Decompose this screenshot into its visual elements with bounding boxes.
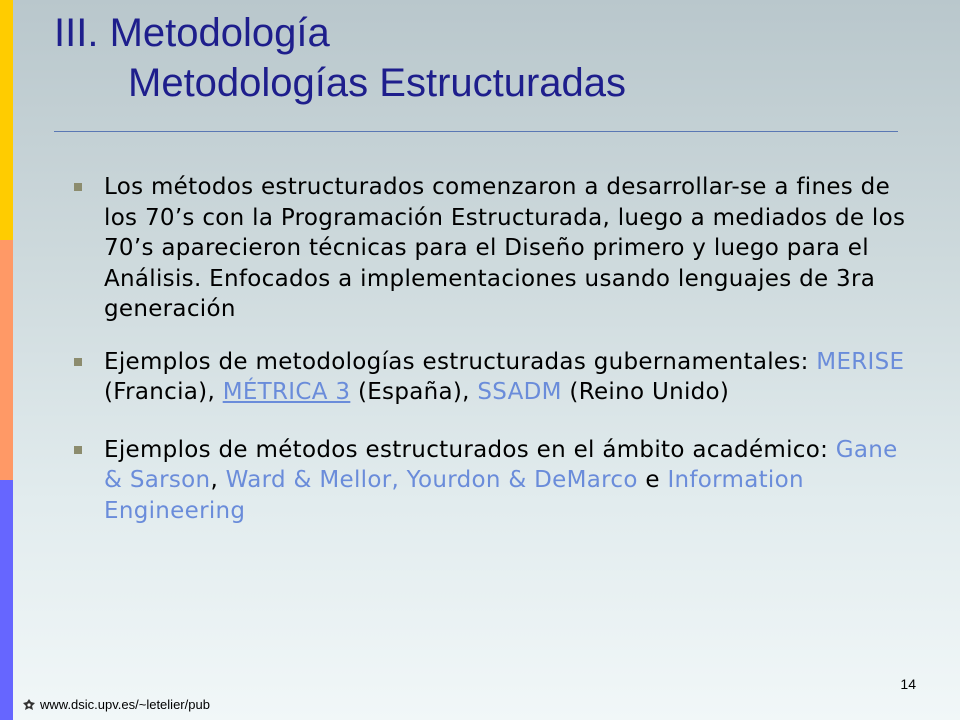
ssadm-term: SSADM — [477, 379, 562, 405]
title-line-1: III. Metodología — [54, 11, 330, 55]
page-number: 14 — [900, 676, 916, 692]
slide-title — [54, 8, 626, 108]
side-bar-blue — [0, 480, 13, 720]
bullet-list — [70, 172, 915, 526]
bullet-text: (Reino Unido) — [561, 379, 730, 405]
bullet-text: e — [637, 467, 668, 493]
metrica-3-link[interactable]: MÉTRICA 3 — [222, 379, 351, 405]
merise-term: MERISE — [816, 348, 905, 375]
bullet-item-academic-examples — [70, 435, 915, 527]
bullet-text: , — [210, 467, 226, 493]
title-line-2: Metodologías Estructuradas — [128, 61, 627, 105]
footer — [22, 697, 210, 712]
square-bullet-icon — [74, 446, 82, 454]
side-bar-yellow — [0, 0, 13, 240]
bullet-text: Los métodos estructurados comenzaron a desarrollar-se a fines de los 70’s con la Programación Estructurada, luego a mediados de los 70’s aparecieron técnicas para el Diseño primero y luego para el Análisis. Enfocados a implementaciones usando lenguajes de 3ra generación — [104, 174, 906, 322]
ward-mellor-yourdon-demarco-term: Ward & Mellor, Yourdon & DeMarco — [225, 467, 638, 493]
information-engineering-term: Information Engineering — [104, 467, 804, 524]
side-bar-orange — [0, 240, 13, 480]
bullet-item-government-examples — [70, 347, 915, 408]
emblem-icon — [22, 698, 36, 712]
bullet-text: Ejemplos de métodos estructurados en el ámbito académico: — [104, 436, 836, 463]
gane-sarson-term: Gane & Sarson — [104, 436, 898, 493]
bullet-text: Ejemplos de metodologías estructuradas gubernamentales: — [104, 348, 817, 375]
square-bullet-icon — [74, 183, 82, 191]
title-divider — [54, 131, 898, 132]
footer-url: www.dsic.upv.es/~letelier/pub — [40, 697, 210, 712]
bullet-text: (España), — [350, 379, 478, 405]
bullet-item-history — [70, 172, 915, 325]
square-bullet-icon — [74, 358, 82, 366]
bullet-text: (Francia), — [104, 379, 223, 405]
